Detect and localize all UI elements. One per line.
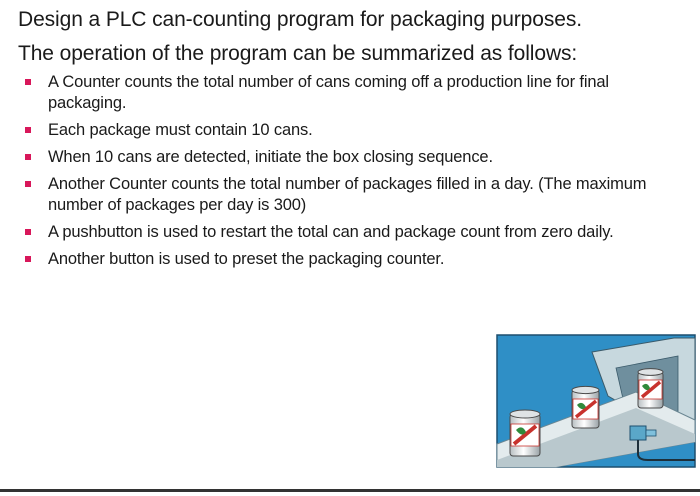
bullet-marker <box>25 256 31 262</box>
bullet-item <box>24 174 688 216</box>
bullet-marker <box>25 181 31 187</box>
bullet-item <box>24 147 688 168</box>
bullet-marker <box>25 79 31 85</box>
bullet-item <box>24 120 688 141</box>
can-icon <box>572 386 599 428</box>
bullet-marker <box>25 229 31 235</box>
can-icon <box>638 369 663 408</box>
bullet-item <box>24 222 688 243</box>
page-heading: Design a PLC can-counting program for packaging purposes. <box>18 8 582 31</box>
bullet-list <box>24 72 688 276</box>
bullet-text: When 10 cans are detected, initiate the box closing sequence. <box>48 148 493 166</box>
bullet-item <box>24 72 688 114</box>
can-icon <box>510 410 540 456</box>
bullet-text: A Counter counts the total number of cans coming off a production line for final packaging. <box>48 73 609 112</box>
cans-on-conveyor-illustration <box>496 334 696 468</box>
bullet-text: A pushbutton is used to restart the total can and package count from zero daily. <box>48 223 614 241</box>
bullet-text: Another Counter counts the total number of packages filled in a day. (The maximum number of packages per day is 300) <box>48 175 647 214</box>
bullet-marker <box>25 154 31 160</box>
bullet-marker <box>25 127 31 133</box>
bullet-text: Each package must contain 10 cans. <box>48 121 313 139</box>
page-subheading: The operation of the program can be summarized as follows: <box>18 42 578 65</box>
footer-divider <box>0 489 700 492</box>
bullet-text: Another button is used to preset the packaging counter. <box>48 250 445 268</box>
bullet-item <box>24 249 688 270</box>
